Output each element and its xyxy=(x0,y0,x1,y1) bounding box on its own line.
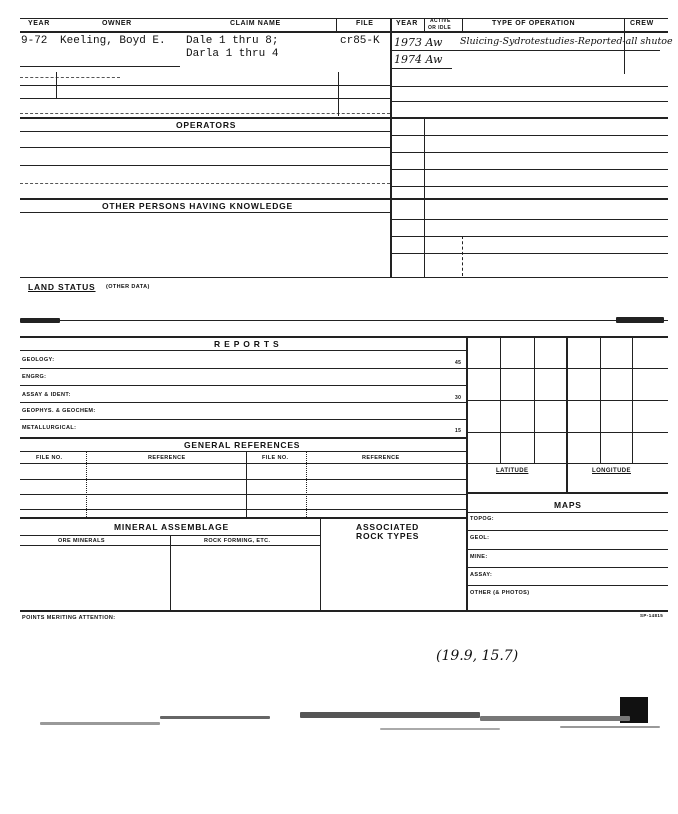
divider xyxy=(466,549,668,550)
divider xyxy=(20,368,466,369)
report-assay-num: 30 xyxy=(455,395,462,401)
entry-claim-line1: Dale 1 thru 8; xyxy=(186,35,279,47)
divider xyxy=(466,492,668,494)
divider xyxy=(336,18,337,32)
operators-title: OPERATORS xyxy=(176,120,237,130)
longitude-label: LONGITUDE xyxy=(592,468,631,474)
divider xyxy=(20,212,390,213)
divider xyxy=(390,219,668,220)
entry-claim-line2: Darla 1 thru 4 xyxy=(186,48,279,60)
associated-rock-types-line2: ROCK TYPES xyxy=(356,531,420,541)
divider xyxy=(20,320,668,321)
divider xyxy=(20,198,668,200)
entry-owner: Keeling, Boyd E. xyxy=(60,35,166,47)
divider xyxy=(466,567,668,568)
divider xyxy=(20,66,180,67)
report-geology-label: GEOLOGY: xyxy=(22,357,55,363)
scan-mark-left xyxy=(20,318,60,323)
divider xyxy=(20,147,390,148)
maps-mine-label: MINE: xyxy=(470,554,488,560)
report-geology-num: 45 xyxy=(455,360,462,366)
gr-col-reference-2: REFERENCE xyxy=(362,455,400,461)
scan-streak xyxy=(40,722,160,725)
reports-title: R E P O R T S xyxy=(214,339,280,349)
scan-streak xyxy=(480,716,630,721)
divider xyxy=(390,236,668,237)
associated-rock-types-line1: ASSOCIATED xyxy=(356,522,420,532)
divider xyxy=(20,85,390,86)
divider xyxy=(390,253,668,254)
divider xyxy=(20,336,668,338)
header-bottom-rule xyxy=(20,31,668,33)
col-idle-label: OR IDLE xyxy=(428,25,452,31)
divider xyxy=(390,186,668,187)
general-references-title: GENERAL REFERENCES xyxy=(184,440,301,450)
divider xyxy=(86,451,87,517)
col-owner-label: OWNER xyxy=(102,20,132,27)
col-year-label: YEAR xyxy=(28,20,50,27)
scan-streak xyxy=(380,728,500,730)
col-file-label: FILE xyxy=(356,20,374,27)
divider xyxy=(462,236,463,276)
mineral-assemblage-title: MINERAL ASSEMBLAGE xyxy=(114,522,229,532)
scan-mark-right xyxy=(616,317,664,323)
divider xyxy=(20,77,120,78)
divider xyxy=(466,432,668,433)
col-type-of-operation-label: TYPE OF OPERATION xyxy=(492,20,576,27)
divider xyxy=(20,437,466,439)
latitude-label: LATITUDE xyxy=(496,468,529,474)
col-crew-label: CREW xyxy=(630,20,654,27)
points-meriting-attention-label: POINTS MERITING ATTENTION: xyxy=(22,615,116,621)
handwritten-coordinates: (19.9, 15.7) xyxy=(436,648,519,664)
entry-file: cr85-K xyxy=(340,35,380,47)
divider xyxy=(466,400,668,401)
divider xyxy=(170,535,171,610)
activity-note-1: Sluicing-Sydrotestudies-Reported-all shutoe xyxy=(460,36,673,47)
divider xyxy=(390,169,668,170)
divider xyxy=(20,98,390,99)
divider xyxy=(20,165,390,166)
header-top-rule xyxy=(20,18,668,19)
divider xyxy=(20,183,390,184)
activity-year-2: 1974 Aw xyxy=(394,53,443,66)
col-active-label: ACTIVE xyxy=(430,18,451,24)
divider xyxy=(306,451,307,517)
maps-topog-label: TOPOG: xyxy=(470,516,494,522)
scan-streak xyxy=(300,712,480,718)
divider xyxy=(390,50,660,51)
activity-year-1: 1973 Aw xyxy=(394,36,443,49)
scan-streak xyxy=(160,716,270,719)
divider xyxy=(20,350,466,351)
col-claim-name-label: CLAIM NAME xyxy=(230,20,281,27)
divider xyxy=(20,517,466,519)
rock-forming-label: ROCK FORMING, ETC. xyxy=(204,538,271,544)
maps-other-label: OTHER (& PHOTOS) xyxy=(470,590,530,596)
divider xyxy=(338,72,339,116)
divider xyxy=(466,530,668,531)
divider xyxy=(566,336,568,492)
divider xyxy=(466,585,668,586)
divider xyxy=(56,72,57,98)
divider xyxy=(466,463,668,464)
divider xyxy=(390,18,392,278)
land-status-title: LAND STATUS xyxy=(28,282,96,292)
other-persons-title: OTHER PERSONS HAVING KNOWLEDGE xyxy=(102,201,294,211)
maps-assay-label: ASSAY: xyxy=(470,572,493,578)
maps-title: MAPS xyxy=(554,500,582,510)
divider xyxy=(390,101,668,102)
report-assay-label: ASSAY & IDENT: xyxy=(22,392,71,398)
divider xyxy=(20,610,668,612)
divider xyxy=(20,402,466,403)
report-metallurgical-num: 15 xyxy=(455,428,462,434)
maps-geol-label: GEOL: xyxy=(470,535,490,541)
divider xyxy=(466,368,668,369)
divider xyxy=(390,68,452,69)
divider xyxy=(20,113,390,114)
divider xyxy=(20,131,390,132)
divider xyxy=(466,336,468,610)
report-engrg-label: ENGRG: xyxy=(22,374,47,380)
gr-col-file-no-2: FILE NO. xyxy=(262,455,289,461)
divider xyxy=(390,86,668,87)
report-metallurgical-label: METALLURGICAL: xyxy=(22,425,77,431)
divider xyxy=(320,517,321,610)
gr-col-reference-1: REFERENCE xyxy=(148,455,186,461)
land-status-subtitle: (OTHER DATA) xyxy=(106,284,150,290)
scan-streak xyxy=(560,726,660,728)
col-year2-label: YEAR xyxy=(396,20,418,27)
divider xyxy=(424,18,425,32)
divider xyxy=(390,152,668,153)
divider xyxy=(20,385,466,386)
gr-col-file-no-1: FILE NO. xyxy=(36,455,63,461)
form-number: SP-14815 xyxy=(640,613,664,618)
ore-minerals-label: ORE MINERALS xyxy=(58,538,105,544)
divider xyxy=(20,419,466,420)
entry-year: 9-72 xyxy=(21,35,48,47)
divider xyxy=(462,18,463,32)
divider xyxy=(20,117,668,119)
divider xyxy=(246,451,247,517)
divider xyxy=(20,277,668,278)
report-geophys-label: GEOPHYS. & GEOCHEM: xyxy=(22,408,96,414)
divider xyxy=(466,512,668,513)
divider xyxy=(390,135,668,136)
